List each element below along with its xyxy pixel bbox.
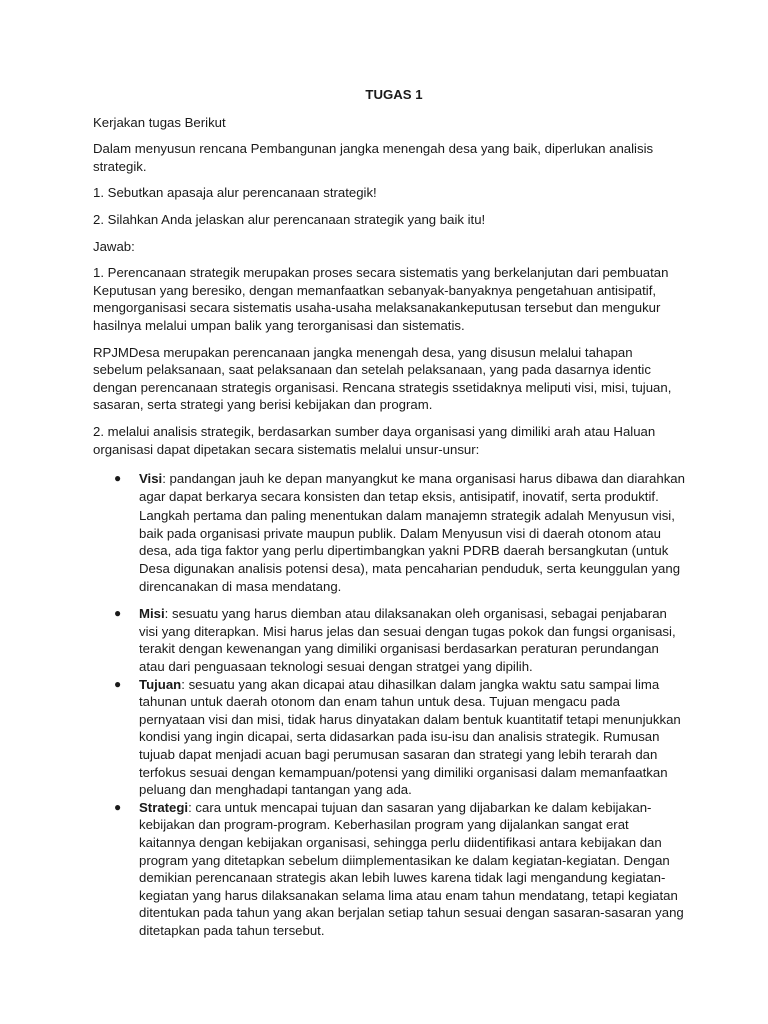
bullet-icon: ● bbox=[114, 606, 122, 621]
definition-tujuan: : sesuatu yang akan dicapai atau dihasilkan dalam jangka waktu satu sampai lima tahunan untuk daerah otonom dan enam tahun untuk desa. Tujuan mengacu pada pernyataan visi dan misi, tidak harus dinyatakan dalam bentuk kuantitatif tetapi menunjukkan kondisi yang ingin dicapai, serta didasarkan pada isu-isu dan analisis strategik. Rumusan tujuab dapat menjadi acuan bagi perumusan sasaran dan strategi yang lebih terarah dan terfokus sesuai dengan kemampuan/potensi yang dimiliki organisasi dalam memanfaatkan peluang dan menghadapi tantangan yang ada. bbox=[139, 676, 681, 798]
term-misi: Misi bbox=[139, 606, 165, 622]
page-title: TUGAS 1 bbox=[365, 87, 423, 102]
definition-strategi: : cara untuk mencapai tujuan dan sasaran yang dijabarkan ke dalam kebijakan-kebijakan dan program-program. Keberhasilan program yang dijalankan sangat erat kaitannya dengan kebijakan organisasi, sehingga perlu diidentifikasi antara kebijakan dan program yang ditetapkan sebelum diimplementasikan ke dalam kegiatan-kegiatan. Dengan demikian perencanaan strategis akan lebih luwes karena tidak lagi mengandung kegiatan-kegiatan yang harus dilaksanakan selama lima atau enam tahun mendatang, tetapi kegiatan ditentukan pada tahun yang akan berjalan setiap tahun sesuai dengan sasaran-sasaran yang ditetapkan pada tahun tersebut. bbox=[139, 799, 684, 938]
definition-visi: : pandangan jauh ke depan manyangkut ke mana organisasi harus dibawa dan diarahkan agar dapat berkarya secara konsisten dan tetap eksis, antisipatif, inovatif, serta produktif. bbox=[139, 471, 685, 504]
intro-paragraph: Dalam menyusun rencana Pembangunan jangka menengah desa yang baik, diperlukan analisis strategik. bbox=[93, 141, 654, 174]
visi-extra-paragraph: Langkah pertama dan paling menentukan dalam manajemn strategik adalah Menyusun visi, baik pada organisasi private maupun publik. Dalam Menyusun visi di daerah otonom atau desa, ada tiga faktor yang perlu dipertimbangkan yakni PDRB daerah bersangkutan (untuk Desa digunakan analisis potensi desa), mata pencaharian penduduk, serta keunggulan yang direncanakan di masa mendatang. bbox=[139, 508, 681, 594]
question-1: 1. Sebutkan apasaja alur perencanaan strategik! bbox=[93, 185, 377, 201]
bullet-icon: ● bbox=[114, 471, 122, 486]
document-page bbox=[93, 86, 685, 940]
bullet-icon: ● bbox=[114, 676, 122, 691]
list-item-tujuan bbox=[114, 676, 685, 799]
term-tujuan: Tujuan bbox=[139, 676, 182, 692]
question-2: 2. Silahkan Anda jelaskan alur perencanaan strategik yang baik itu! bbox=[93, 211, 486, 227]
answer-label: Jawab: bbox=[93, 238, 135, 254]
term-strategi: Strategi bbox=[139, 799, 189, 815]
answer-paragraph-2: RPJMDesa merupakan perencanaan jangka menengah desa, yang disusun melalui tahapan sebelum pelaksanaan, saat pelaksanaan dan setelah pelaksanaan, yang pada dasarnya identic dengan perencanaan strategis organisasi. Rencana strategis ssetidaknya meliputi visi, misi, tujuan, sasaran, serta strategi yang berisi kebijakan dan program. bbox=[93, 344, 672, 413]
list-item-misi bbox=[114, 605, 685, 675]
element-list bbox=[93, 470, 685, 939]
term-visi: Visi bbox=[139, 471, 163, 487]
bullet-icon: ● bbox=[114, 799, 122, 814]
definition-misi: : sesuatu yang harus diemban atau dilaksanakan oleh organisasi, sebagai penjabaran visi yang diterapkan. Misi harus jelas dan sesuai dengan tugas pokok dan fungsi organisasi, terakit dengan kewenangan yang dimiliki organisasi berdasarkan peraturan perundangan atau dari penguasaan teknologi sesuai dengan stratgei yang dipilih. bbox=[139, 606, 676, 675]
instruction-text: Kerjakan tugas Berikut bbox=[93, 114, 226, 130]
answer-paragraph-3: 2. melalui analisis strategik, berdasarkan sumber daya organisasi yang dimiliki arah atau Haluan organisasi dapat dipetakan secara sistematis melalui unsur-unsur: bbox=[93, 423, 656, 457]
answer-paragraph-1: 1. Perencanaan strategik merupakan proses secara sistematis yang berkelanjutan dari pembuatan Keputusan yang beresiko, dengan memanfaatkan sebanyak-banyaknya pengetahuan antisipatif, mengorganisasi secara sistematis usaha-usaha melaksanakankeputusan tersebut dan mengukur hasilnya melalui umpan balik yang terorganisasi dan sistematis. bbox=[93, 265, 669, 333]
list-item-strategi bbox=[114, 799, 685, 940]
list-item-visi bbox=[114, 470, 685, 595]
